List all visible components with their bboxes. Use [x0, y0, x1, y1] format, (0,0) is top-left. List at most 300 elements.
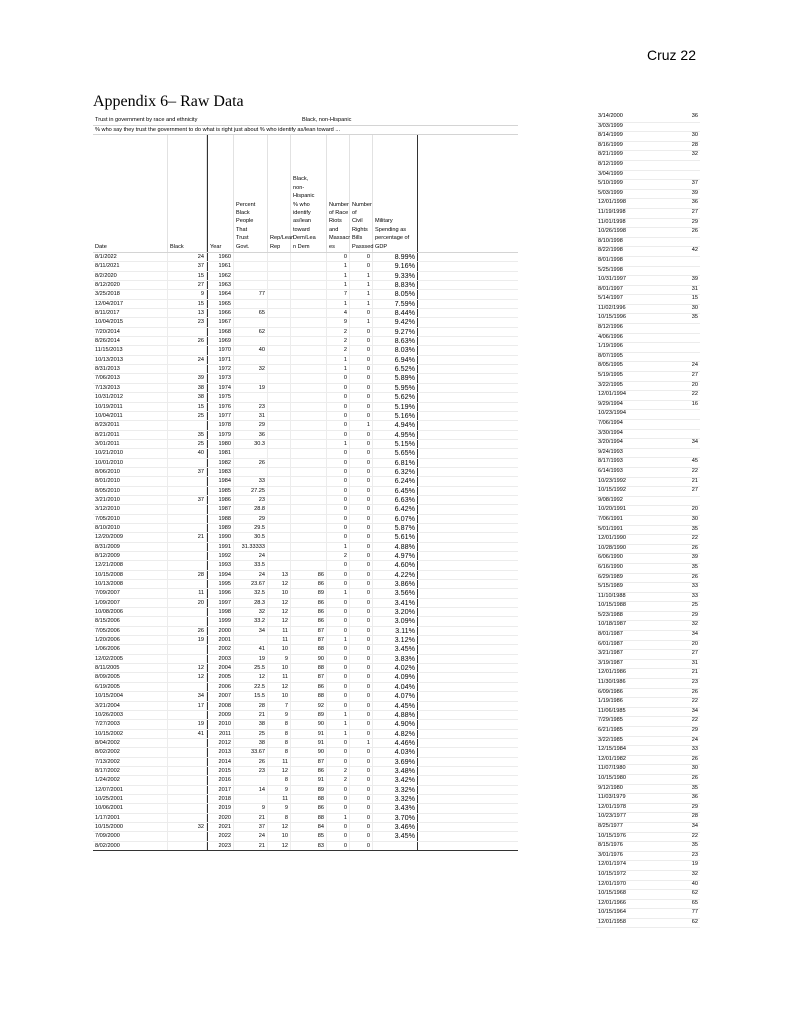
cell-rep [268, 309, 291, 317]
cell-percent-trust: 21 [234, 842, 268, 850]
cell-dem: 86 [291, 580, 327, 588]
table-row [93, 412, 518, 421]
side-date: 12/01/1982 [598, 755, 626, 762]
cell-year: 1965 [207, 300, 234, 308]
side-value [658, 238, 700, 247]
side-value: 77 [691, 909, 698, 916]
cell-year: 2008 [207, 702, 234, 710]
side-value: 29 [691, 803, 698, 810]
cell-year: 2017 [207, 786, 234, 794]
cell-rep: 8 [268, 776, 291, 784]
cell-black: 37 [168, 262, 207, 270]
table-row [93, 393, 518, 402]
cell-dem [291, 533, 327, 541]
side-date: 8/16/1999 [598, 141, 623, 148]
cell-date: 10/26/2003 [93, 711, 168, 719]
cell-bills: 0 [350, 412, 373, 420]
cell-riots: 0 [327, 505, 350, 513]
cell-date: 8/2/2020 [93, 272, 168, 280]
side-value: 31 [691, 659, 698, 666]
table-row [93, 636, 518, 645]
side-list-row [596, 650, 700, 660]
side-value: 27 [691, 208, 698, 215]
cell-riots: 1 [327, 720, 350, 728]
cell-military: 3.43% [373, 804, 418, 812]
cell-date: 3/25/2018 [93, 290, 168, 298]
cell-black [168, 524, 207, 532]
cell-date: 3/21/2010 [93, 496, 168, 504]
side-list-row [596, 785, 700, 795]
cell-bills: 0 [350, 617, 373, 625]
cell-bills: 1 [350, 421, 373, 429]
cell-dem [291, 318, 327, 326]
cell-riots: 2 [327, 346, 350, 354]
cell-bills: 0 [350, 608, 373, 616]
side-list-row [596, 900, 700, 910]
side-list-row [596, 478, 700, 488]
table-row [93, 309, 518, 318]
side-list-row [596, 852, 700, 862]
table-row [93, 589, 518, 598]
cell-black: 37 [168, 468, 207, 476]
cell-black: 15 [168, 272, 207, 280]
side-value: 29 [691, 611, 698, 618]
cell-date: 12/04/2017 [93, 300, 168, 308]
side-value [658, 343, 700, 352]
cell-percent-trust: 32.5 [234, 589, 268, 597]
side-list-row [596, 545, 700, 555]
side-value [658, 267, 700, 276]
cell-military: 3.12% [373, 636, 418, 644]
cell-date: 11/15/2013 [93, 346, 168, 354]
cell-year: 2013 [207, 748, 234, 756]
side-list-row [596, 123, 700, 133]
side-value: 20 [691, 506, 698, 513]
side-list-row [596, 756, 700, 766]
side-date: 9/12/1980 [598, 784, 623, 791]
cell-percent-trust [234, 795, 268, 803]
cell-year: 1975 [207, 393, 234, 401]
cell-black [168, 842, 207, 850]
cell-year: 2004 [207, 664, 234, 672]
side-date: 12/01/1990 [598, 535, 626, 542]
cell-black: 9 [168, 290, 207, 298]
cell-percent-trust: 23 [234, 403, 268, 411]
cell-bills: 0 [350, 814, 373, 822]
side-value: 22 [691, 717, 698, 724]
cell-date: 12/07/2001 [93, 786, 168, 794]
cell-percent-trust: 22.5 [234, 683, 268, 691]
cell-black: 12 [168, 664, 207, 672]
table-row [93, 449, 518, 458]
cell-bills: 0 [350, 776, 373, 784]
cell-military: 3.46% [373, 823, 418, 831]
cell-military: 4.94% [373, 421, 418, 429]
side-value: 35 [691, 563, 698, 570]
cell-black: 28 [168, 571, 207, 579]
cell-percent-trust: 41 [234, 645, 268, 653]
cell-riots: 0 [327, 571, 350, 579]
cell-rep [268, 468, 291, 476]
side-date: 10/20/1991 [598, 506, 626, 513]
side-list-row [596, 430, 700, 440]
side-value: 35 [691, 314, 698, 321]
cell-dem: 89 [291, 711, 327, 719]
cell-military: 5.62% [373, 393, 418, 401]
cell-bills: 0 [350, 393, 373, 401]
cell-riots: 0 [327, 739, 350, 747]
side-date: 3/19/1987 [598, 659, 623, 666]
cell-percent-trust: 29.5 [234, 524, 268, 532]
cell-black [168, 580, 207, 588]
cell-military: 3.56% [373, 589, 418, 597]
cell-dem: 88 [291, 664, 327, 672]
side-value: 37 [691, 180, 698, 187]
side-value: 28 [691, 141, 698, 148]
side-value: 36 [691, 199, 698, 206]
side-date: 3/22/1995 [598, 381, 623, 388]
cell-military: 4.45% [373, 702, 418, 710]
cell-date: 8/10/2010 [93, 524, 168, 532]
table-row [93, 711, 518, 720]
side-date: 6/16/1990 [598, 563, 623, 570]
cell-percent-trust: 38 [234, 720, 268, 728]
cell-dem: 88 [291, 814, 327, 822]
cell-rep [268, 346, 291, 354]
cell-military: 9.27% [373, 328, 418, 336]
cell-rep: 9 [268, 711, 291, 719]
side-list-row [596, 660, 700, 670]
side-value [658, 420, 700, 429]
side-list-row [596, 487, 700, 497]
side-date: 5/25/1998 [598, 266, 623, 273]
cell-bills: 0 [350, 842, 373, 850]
side-value: 22 [691, 391, 698, 398]
cell-dem: 91 [291, 730, 327, 738]
side-value: 21 [691, 669, 698, 676]
side-date: 10/15/1988 [598, 602, 626, 609]
cell-year: 1978 [207, 421, 234, 429]
cell-military: 5.16% [373, 412, 418, 420]
cell-percent-trust: 26 [234, 758, 268, 766]
cell-rep [268, 384, 291, 392]
side-list-row [596, 593, 700, 603]
cell-black [168, 655, 207, 663]
cell-date: 8/17/2002 [93, 767, 168, 775]
side-value: 24 [691, 362, 698, 369]
cell-year: 1988 [207, 515, 234, 523]
side-list-row [596, 621, 700, 631]
side-list-row [596, 765, 700, 775]
cell-percent-trust: 33.67 [234, 748, 268, 756]
side-value: 62 [691, 890, 698, 897]
side-list-row [596, 458, 700, 468]
cell-percent-trust: 77 [234, 290, 268, 298]
cell-riots: 0 [327, 748, 350, 756]
cell-rep: 10 [268, 664, 291, 672]
cell-year: 1986 [207, 496, 234, 504]
cell-rep: 11 [268, 673, 291, 681]
header-black: Black [168, 135, 207, 252]
cell-year: 1987 [207, 505, 234, 513]
cell-military: 4.88% [373, 543, 418, 551]
page-number: Cruz 22 [646, 47, 696, 63]
cell-rep: 10 [268, 589, 291, 597]
cell-black [168, 711, 207, 719]
table-row [93, 281, 518, 290]
side-date: 8/01/1987 [598, 631, 623, 638]
header-date: Date [93, 135, 168, 252]
cell-rep: 10 [268, 832, 291, 840]
cell-year: 1979 [207, 431, 234, 439]
cell-military: 6.32% [373, 468, 418, 476]
cell-military: 4.90% [373, 720, 418, 728]
side-list-row [596, 535, 700, 545]
cell-dem: 87 [291, 758, 327, 766]
table-row [93, 655, 518, 664]
side-date: 12/01/1970 [598, 880, 626, 887]
side-value: 27 [691, 487, 698, 494]
cell-riots: 1 [327, 272, 350, 280]
cell-black [168, 608, 207, 616]
cell-rep [268, 431, 291, 439]
cell-riots: 0 [327, 515, 350, 523]
side-value: 30 [691, 515, 698, 522]
cell-rep: 9 [268, 804, 291, 812]
cell-military: 4.07% [373, 692, 418, 700]
cell-rep: 10 [268, 692, 291, 700]
table-row [93, 758, 518, 767]
side-list-row [596, 276, 700, 286]
cell-year: 1998 [207, 608, 234, 616]
side-list-row [596, 823, 700, 833]
cell-date: 10/15/2004 [93, 692, 168, 700]
cell-black [168, 758, 207, 766]
cell-year: 1989 [207, 524, 234, 532]
cell-percent-trust: 28.8 [234, 505, 268, 513]
side-value: 23 [691, 851, 698, 858]
side-date: 3/01/1976 [598, 851, 623, 858]
cell-bills: 0 [350, 262, 373, 270]
side-list-row [596, 171, 700, 181]
table-row [93, 356, 518, 365]
cell-date: 10/21/2010 [93, 449, 168, 457]
cell-percent-trust [234, 262, 268, 270]
side-date: 11/02/1996 [598, 304, 626, 311]
side-value: 26 [691, 688, 698, 695]
cell-rep: 12 [268, 842, 291, 850]
side-date: 8/12/1996 [598, 324, 623, 331]
cell-military: 3.45% [373, 832, 418, 840]
side-date: 9/29/1994 [598, 400, 623, 407]
cell-year: 1983 [207, 468, 234, 476]
side-date: 12/01/1974 [598, 861, 626, 868]
cell-black [168, 515, 207, 523]
side-list-row [596, 583, 700, 593]
cell-dem: 90 [291, 720, 327, 728]
cell-bills: 0 [350, 786, 373, 794]
side-date: 8/05/1995 [598, 362, 623, 369]
cell-bills: 0 [350, 524, 373, 532]
cell-military: 4.46% [373, 739, 418, 747]
side-value: 22 [691, 535, 698, 542]
cell-date: 3/12/2010 [93, 505, 168, 513]
cell-dem [291, 421, 327, 429]
cell-bills: 0 [350, 561, 373, 569]
side-date: 8/01/1998 [598, 256, 623, 263]
cell-black: 27 [168, 281, 207, 289]
cell-percent-trust: 19 [234, 655, 268, 663]
cell-dem [291, 440, 327, 448]
cell-military: 4.82% [373, 730, 418, 738]
side-list-row [596, 717, 700, 727]
cell-dem: 88 [291, 645, 327, 653]
side-data-list [596, 113, 700, 928]
side-list-row [596, 247, 700, 257]
side-value [658, 353, 700, 362]
side-date: 7/06/1994 [598, 420, 623, 426]
side-list-row [596, 228, 700, 238]
cell-date: 7/09/2000 [93, 832, 168, 840]
cell-bills: 0 [350, 533, 373, 541]
cell-military: 8.44% [373, 309, 418, 317]
table-row [93, 431, 518, 440]
cell-dem [291, 505, 327, 513]
cell-percent-trust: 23.67 [234, 580, 268, 588]
cell-bills: 1 [350, 281, 373, 289]
cell-year: 2016 [207, 776, 234, 784]
table-row [93, 477, 518, 486]
cell-bills: 0 [350, 692, 373, 700]
side-value [658, 497, 700, 506]
cell-percent-trust: 23 [234, 496, 268, 504]
side-list-row [596, 353, 700, 363]
cell-riots: 0 [327, 253, 350, 261]
side-list-row [596, 199, 700, 209]
cell-dem [291, 328, 327, 336]
side-date: 1/19/1996 [598, 343, 623, 350]
cell-black: 26 [168, 627, 207, 635]
cell-black [168, 477, 207, 485]
cell-black: 13 [168, 309, 207, 317]
side-list-row [596, 794, 700, 804]
side-list-row [596, 362, 700, 372]
cell-dem: 90 [291, 748, 327, 756]
side-date: 3/14/2000 [598, 113, 623, 119]
appendix-title: Appendix 6– Raw Data [93, 93, 244, 110]
table-row [93, 300, 518, 309]
cell-riots: 0 [327, 403, 350, 411]
cell-black: 41 [168, 730, 207, 738]
side-value: 29 [691, 727, 698, 733]
cell-bills: 0 [350, 673, 373, 681]
table-row [93, 505, 518, 514]
cell-black: 15 [168, 403, 207, 411]
cell-year: 1970 [207, 346, 234, 354]
cell-rep: 8 [268, 748, 291, 756]
cell-riots: 1 [327, 356, 350, 364]
side-date: 6/21/1985 [598, 727, 623, 733]
side-value: 65 [691, 899, 698, 906]
cell-black: 35 [168, 431, 207, 439]
cell-riots: 0 [327, 431, 350, 439]
cell-year: 2010 [207, 720, 234, 728]
side-date: 12/01/1958 [598, 918, 626, 925]
side-list-row [596, 909, 700, 919]
table-row [93, 468, 518, 477]
cell-year: 1993 [207, 561, 234, 569]
cell-black: 32 [168, 823, 207, 831]
side-date: 12/01/1994 [598, 391, 626, 398]
cell-bills: 0 [350, 645, 373, 653]
cell-black: 19 [168, 636, 207, 644]
cell-date: 6/19/2005 [93, 683, 168, 691]
cell-riots: 0 [327, 823, 350, 831]
table-row [93, 739, 518, 748]
side-list-row [596, 151, 700, 161]
cell-year: 1981 [207, 449, 234, 457]
cell-date: 1/24/2002 [93, 776, 168, 784]
cell-date: 10/01/2010 [93, 459, 168, 467]
side-value: 34 [691, 707, 698, 714]
cell-date: 10/08/2006 [93, 608, 168, 616]
cell-rep [268, 318, 291, 326]
cell-date: 10/04/2015 [93, 318, 168, 326]
cell-percent-trust: 62 [234, 328, 268, 336]
side-value [658, 257, 700, 266]
side-list-row [596, 631, 700, 641]
cell-bills: 0 [350, 543, 373, 551]
cell-rep [268, 393, 291, 401]
cell-black [168, 739, 207, 747]
side-date: 8/21/1999 [598, 151, 623, 158]
cell-year: 1994 [207, 571, 234, 579]
cell-riots: 1 [327, 300, 350, 308]
cell-date: 8/1/2022 [93, 253, 168, 261]
cell-rep [268, 300, 291, 308]
cell-dem: 86 [291, 683, 327, 691]
side-value: 40 [691, 880, 698, 887]
cell-rep [268, 328, 291, 336]
side-date: 5/10/1999 [598, 180, 623, 187]
cell-military: 6.52% [373, 365, 418, 373]
side-date: 10/28/1990 [598, 544, 626, 551]
cell-bills: 1 [350, 272, 373, 280]
cell-black: 19 [168, 720, 207, 728]
cell-black [168, 543, 207, 551]
cell-dem: 91 [291, 776, 327, 784]
side-date: 11/30/1986 [598, 679, 626, 686]
cell-dem [291, 431, 327, 439]
cell-year: 1985 [207, 487, 234, 495]
cell-bills: 0 [350, 748, 373, 756]
cell-black [168, 346, 207, 354]
cell-bills: 0 [350, 253, 373, 261]
cell-rep [268, 272, 291, 280]
cell-date: 8/06/2010 [93, 468, 168, 476]
side-date: 6/06/1990 [598, 554, 623, 561]
cell-date: 8/11/2017 [93, 309, 168, 317]
cell-riots: 0 [327, 608, 350, 616]
cell-military: 8.83% [373, 281, 418, 289]
cell-rep [268, 543, 291, 551]
side-list-row [596, 746, 700, 756]
cell-rep [268, 459, 291, 467]
cell-dem: 86 [291, 608, 327, 616]
side-list-row [596, 314, 700, 324]
cell-military: 3.86% [373, 580, 418, 588]
cell-year: 1980 [207, 440, 234, 448]
